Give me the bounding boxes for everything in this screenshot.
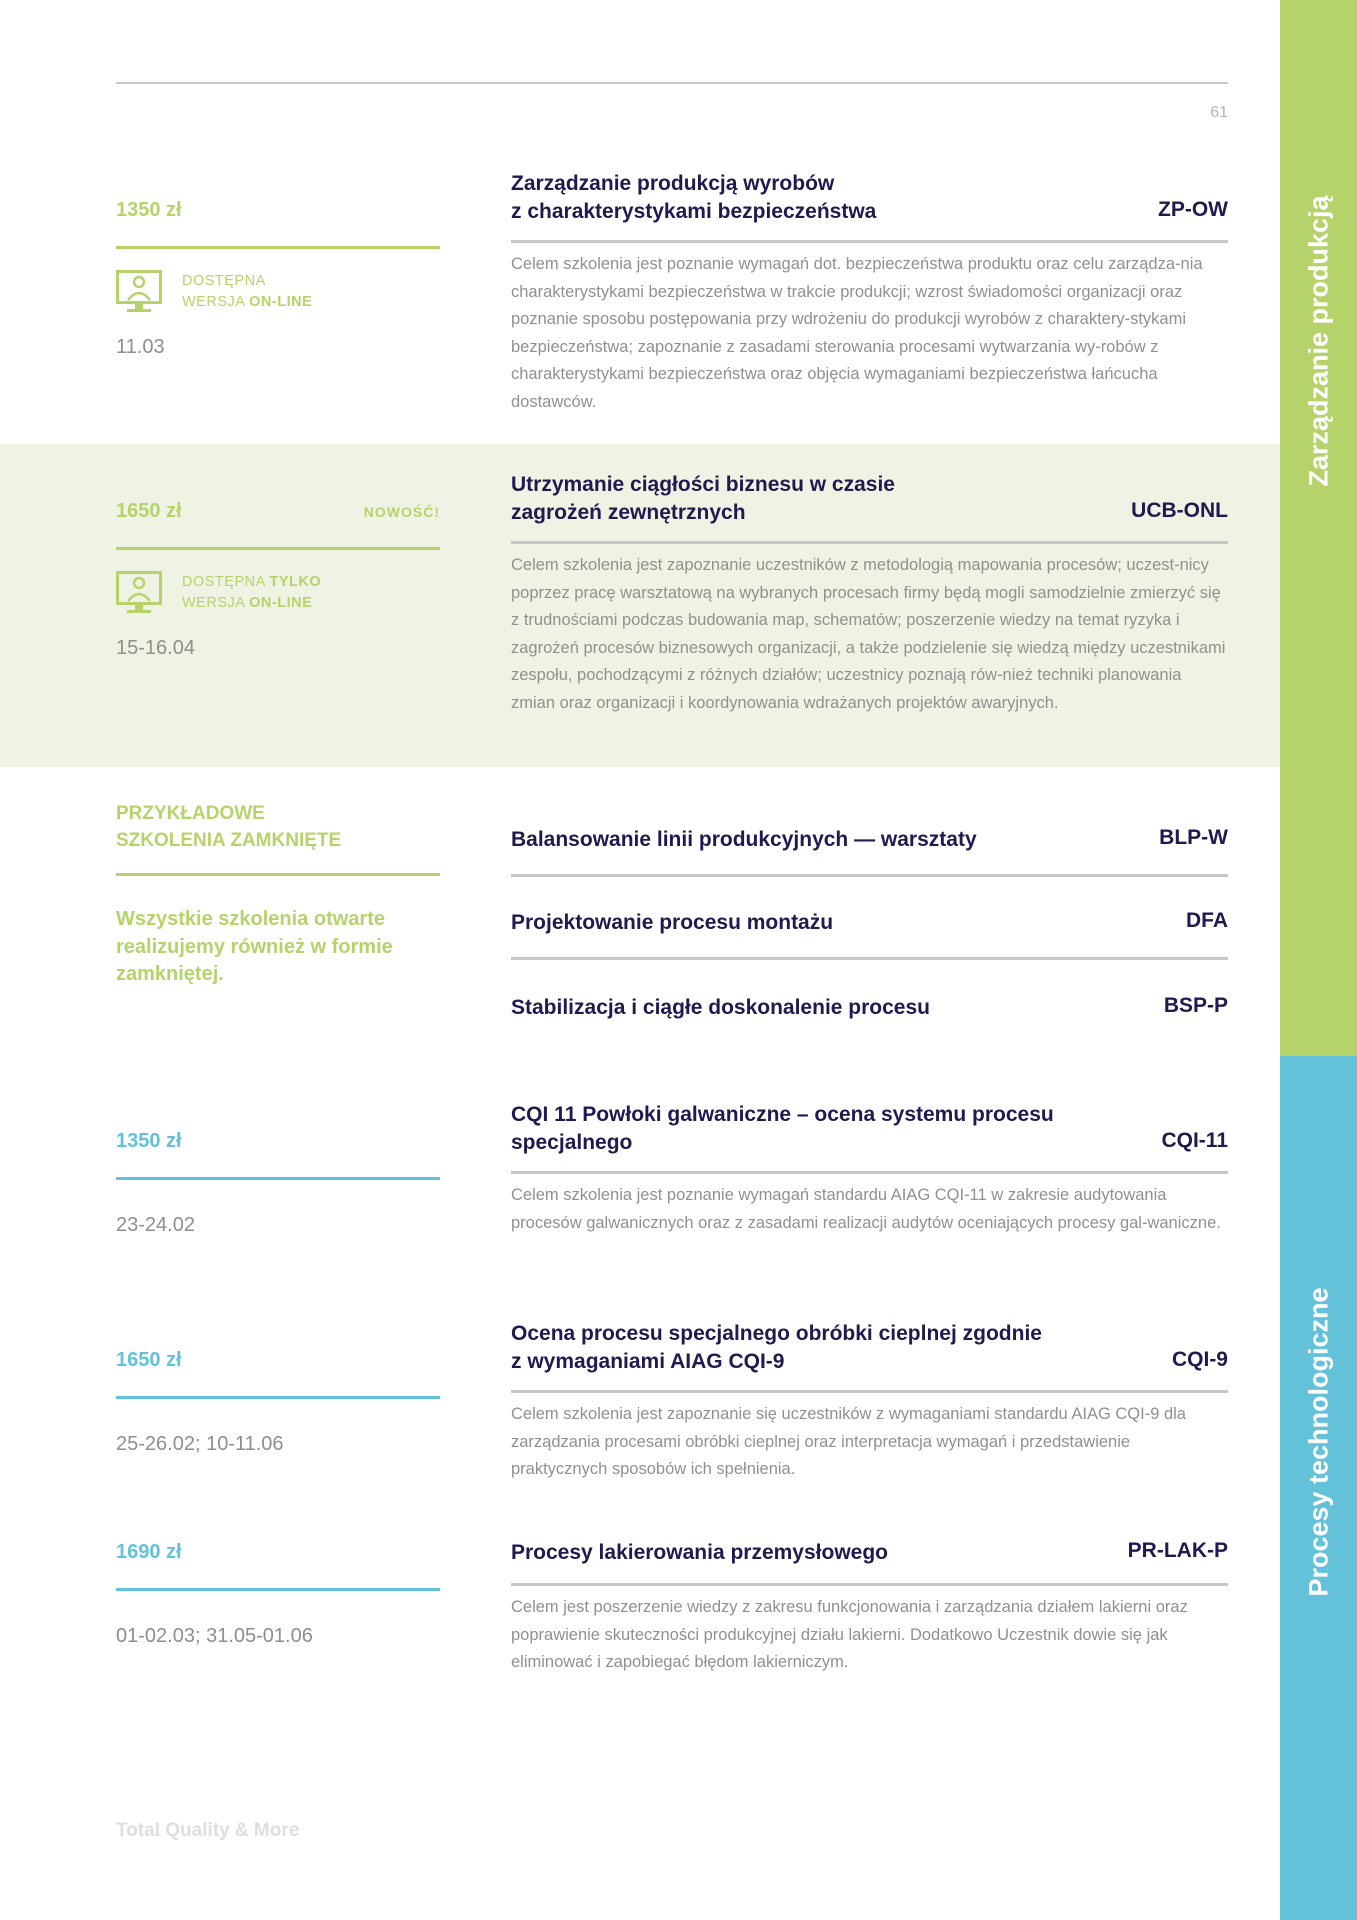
- divider: [116, 1177, 440, 1180]
- course-price: 1350 zł: [116, 1130, 182, 1152]
- course-description: Celem jest poszerzenie wiedzy z zakresu funkcjonowania i zarządzania działem lakierni oraz poprawienie skuteczności produkcyjnej działu lakierni. Dodatkowo Uczestnik dowie się jak eliminować i zapobiegać błędom lakierniczym.: [511, 1598, 1188, 1671]
- course-date: 23-24.02: [116, 1214, 195, 1236]
- online-availability: [116, 571, 321, 615]
- header-rule: [116, 82, 1228, 84]
- course-description: Celem szkolenia jest poznanie wymagań standardu AIAG CQI-11 w zakresie audytowania procesów galwanicznych oraz z zasadami realizacji audytów oceniających procesy gal-waniczne.: [511, 1186, 1221, 1232]
- list-item[interactable]: [511, 909, 1228, 939]
- closed-training-title: Stabilizacja i ciągłe doskonalenie procesu: [511, 996, 930, 1019]
- course-cqi-9: [511, 1320, 1228, 1484]
- closed-trainings-list: [511, 826, 1228, 1024]
- page-number: 61: [1210, 104, 1228, 121]
- course-price: 1650 zł: [116, 1349, 182, 1371]
- side-tab-production-management[interactable]: [1280, 0, 1357, 1056]
- course-meta-cqi-9: [116, 1349, 440, 1456]
- side-tab-label: Zarządzanie produkcją: [1303, 195, 1333, 487]
- course-date: 01-02.03; 31.05-01.06: [116, 1625, 313, 1647]
- closed-trainings-heading: PRZYKŁADOWE SZKOLENIA ZAMKNIĘTE: [116, 803, 342, 851]
- online-computer-icon: [116, 270, 162, 314]
- divider: [511, 1390, 1228, 1393]
- closed-training-code: DFA: [1186, 909, 1228, 932]
- footer-brand: Total Quality & More: [116, 1820, 300, 1841]
- divider: [116, 1588, 440, 1591]
- course-date: 25-26.02; 10-11.06: [116, 1433, 284, 1455]
- course-title[interactable]: Zarządzanie produkcją wyrobów z charakterystykami bezpieczeństwa: [511, 172, 877, 223]
- list-item[interactable]: [511, 826, 1228, 856]
- online-label: DOSTĘPNA WERSJA ON-LINE: [182, 273, 313, 310]
- course-ucb-onl: [511, 471, 1228, 717]
- course-title[interactable]: Utrzymanie ciągłości biznesu w czasie zagrożeń zewnętrznych: [511, 473, 895, 524]
- course-meta-pr-lak-p: [116, 1541, 440, 1648]
- online-availability: [116, 270, 312, 314]
- closed-training-code: BLP-W: [1159, 826, 1228, 849]
- course-meta-zp-ow: [116, 199, 440, 249]
- course-price: 1350 zł: [116, 199, 182, 221]
- course-code: CQI-9: [1171, 1348, 1228, 1371]
- course-description: Celem szkolenia jest zapoznanie się uczestników z wymaganiami standardu AIAG CQI-9 dla zarządzania procesami obróbki cieplnej oraz interpretacja wymagań i przedstawienie praktycznych sposobów ich spełnienia.: [511, 1405, 1186, 1478]
- divider: [511, 240, 1228, 243]
- course-code: PR-LAK-P: [1127, 1539, 1228, 1562]
- course-meta-ucb-onl: [116, 500, 440, 550]
- divider: [511, 1583, 1228, 1586]
- side-tab-technological-processes[interactable]: [1280, 1056, 1357, 1920]
- course-code: ZP-OW: [1158, 198, 1228, 221]
- course-zp-ow: [511, 170, 1228, 416]
- online-label: DOSTĘPNA TYLKO WERSJA ON-LINE: [182, 574, 322, 611]
- divider: [511, 874, 1228, 877]
- course-code: UCB-ONL: [1131, 499, 1228, 522]
- online-computer-icon: [116, 571, 162, 615]
- divider: [511, 541, 1228, 544]
- course-description: Celem szkolenia jest zapoznanie uczestników z metodologią mapowania procesów; uczest-nicy poprzez pracę warsztatową na wybranych procesach firmy będą mogli samodzielnie zmierzyć się z trudnościami podczas budowania map, schematów; poszerzenie wiedzy na temat ryzyka i zagrożeń procesów biznesowych organizacji, a także podzielenie się wiedzą między uczestnikami zespołu, pochodzącymi z różnych działów; uczestnicy poznają rów-nież techniki planowania zmian oraz organizacji i koordynowania wdrażanych projektów awaryjnych.: [511, 556, 1226, 712]
- course-price: 1650 zł: [116, 500, 182, 522]
- course-date: 15-16.04: [116, 637, 195, 659]
- course-pr-lak-p: [511, 1539, 1228, 1677]
- new-badge: NOWOŚĆ!: [363, 504, 440, 520]
- closed-trainings-heading-block: [116, 800, 440, 989]
- divider: [116, 1396, 440, 1399]
- side-tab-label: Procesy technologiczne: [1303, 1287, 1333, 1597]
- course-date: 11.03: [116, 336, 165, 358]
- divider: [511, 957, 1228, 960]
- divider: [116, 873, 440, 876]
- course-price: 1690 zł: [116, 1541, 182, 1563]
- closed-training-title: Projektowanie procesu montażu: [511, 911, 834, 934]
- closed-trainings-note: Wszystkie szkolenia otwarte realizujemy również w formie zamkniętej.: [116, 908, 393, 985]
- list-item[interactable]: [511, 994, 1228, 1024]
- course-meta-cqi-11: [116, 1130, 440, 1237]
- course-title[interactable]: Ocena procesu specjalnego obróbki cieplnej zgodnie z wymaganiami AIAG CQI-9: [511, 1322, 1042, 1373]
- divider: [116, 547, 440, 550]
- course-title[interactable]: CQI 11 Powłoki galwaniczne – ocena systemu procesu specjalnego: [511, 1103, 1054, 1154]
- closed-training-title: Balansowanie linii produkcyjnych — warsztaty: [511, 828, 977, 851]
- course-description: Celem szkolenia jest poznanie wymagań dot. bezpieczeństwa produktu oraz celu zarządza-nia charakterystykami bezpieczeństwa w trakcie produkcji; wzrost świadomości organizacji oraz poznanie sposobu postępowania przy wdrożeniu do produkcji wyrobów z charaktery-stykami bezpieczeństwa; zapoznanie z zasadami sterowania procesami wytwarzania wy-robów z charakterystykami bezpieczeństwa oraz objęcia wymaganiami bezpieczeństwa łańcucha dostawców.: [511, 255, 1203, 411]
- course-cqi-11: [511, 1101, 1228, 1237]
- closed-training-code: BSP-P: [1163, 994, 1228, 1017]
- course-code: CQI-11: [1161, 1129, 1228, 1152]
- course-title[interactable]: Procesy lakierowania przemysłowego: [511, 1541, 888, 1564]
- divider: [511, 1171, 1228, 1174]
- divider: [116, 246, 440, 249]
